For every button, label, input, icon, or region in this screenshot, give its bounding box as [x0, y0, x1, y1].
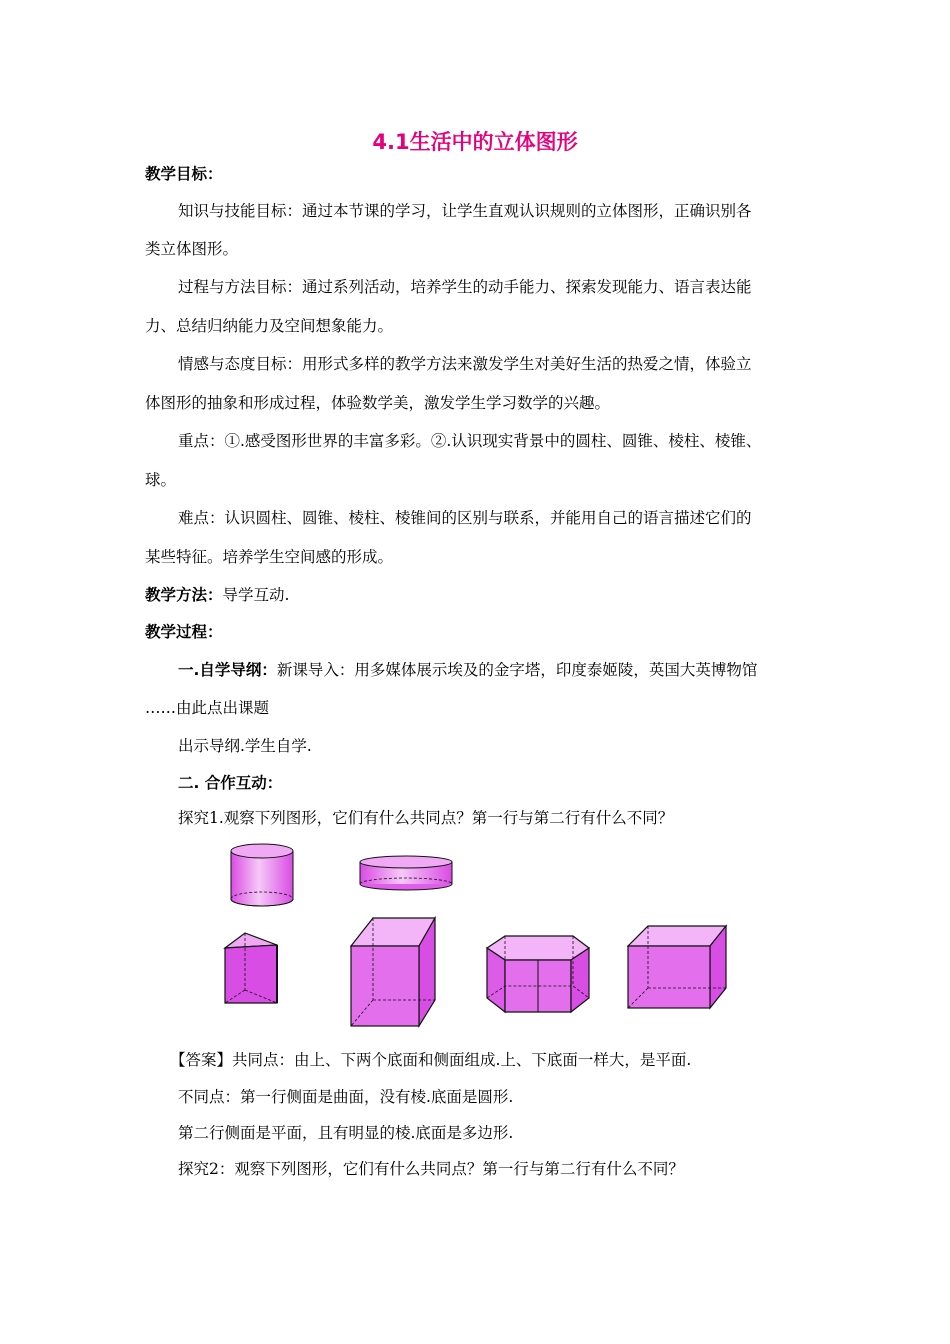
answer-line-2: 不同点：第一行侧面是曲面，没有棱.底面是圆形. [178, 1088, 514, 1106]
emotion-line-2: 体图形的抽象和形成过程，体验数学美，激发学生学习数学的兴趣。 [145, 394, 611, 412]
answer-line-1: 【答案】共同点：由上、下两个底面和侧面组成.上、下底面一样大，是平面. [170, 1051, 692, 1069]
part1-heading: 一.自学导纲： [178, 661, 277, 679]
solid-shapes-figure [215, 838, 745, 1033]
emotion-line-1: 情感与态度目标：用形式多样的教学方法来激发学生对美好生活的热爱之情，体验立 [178, 355, 752, 373]
explore2-text: 探究2：观察下列图形，它们有什么共同点？第一行与第二行有什么不同？ [178, 1160, 684, 1178]
method-text: 导学互动. [222, 586, 290, 604]
rectangular-prism [628, 926, 726, 1008]
answer-line-3: 第二行侧面是平面，且有明显的棱.底面是多边形. [178, 1124, 514, 1142]
knowledge-line-1: 知识与技能目标：通过本节课的学习，让学生直观认识规则的立体图形，正确识别各 [178, 202, 752, 220]
process-line-1: 过程与方法目标：通过系列活动，培养学生的动手能力、探索发现能力、语言表达能 [178, 278, 752, 296]
part1-line-2: ……由此点出课题 [145, 699, 270, 717]
process-heading: 教学过程： [145, 623, 223, 641]
explore1-text: 探究1.观察下列图形，它们有什么共同点？第一行与第二行有什么不同？ [178, 809, 674, 827]
square-prism [351, 918, 435, 1026]
process-line-2: 力、总结归纳能力及空间想象能力。 [145, 317, 394, 335]
hexagonal-prism [487, 936, 589, 1012]
key-points-line-2: 球。 [145, 471, 177, 489]
difficult-points-line-2: 某些特征。培养学生空间感的形成。 [145, 548, 394, 566]
page-title: 4.1生活中的立体图形 [372, 130, 578, 154]
key-points-line-1: 重点：①.感受图形世界的丰富多彩。②.认识现实背景中的圆柱、圆锥、棱柱、棱锥、 [178, 432, 762, 450]
part2-heading: 二. 合作互动： [178, 774, 283, 792]
part1-text: 新课导入：用多媒体展示埃及的金字塔，印度泰姬陵，英国大英博物馆 [276, 661, 758, 679]
cylinder-short [360, 856, 452, 890]
knowledge-line-2: 类立体图形。 [145, 240, 239, 258]
triangular-prism [225, 933, 277, 1003]
part1-line [178, 659, 757, 681]
part1-line-3: 出示导纲.学生自学. [178, 737, 312, 755]
difficult-points-line-1: 难点：认识圆柱、圆锥、棱柱、棱锥间的区别与联系，并能用自己的语言描述它们的 [178, 509, 752, 527]
objectives-heading: 教学目标： [145, 165, 223, 183]
cylinder-tall [231, 844, 293, 906]
method-heading: 教学方法： [145, 586, 223, 604]
method-line [145, 584, 289, 606]
